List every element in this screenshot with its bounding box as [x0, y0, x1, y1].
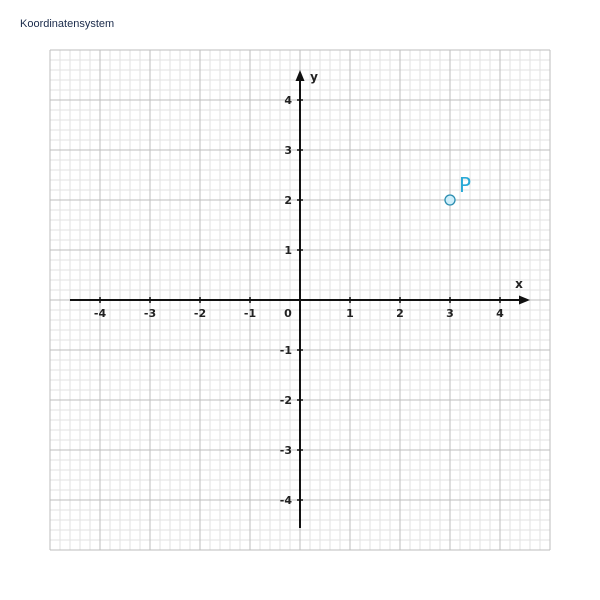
- x-tick-label: -2: [193, 307, 207, 320]
- y-tick-label: 2: [284, 194, 292, 207]
- x-tick-label: 4: [496, 307, 504, 320]
- x-axis-label: x: [515, 277, 523, 291]
- x-tick-label: -1: [243, 307, 257, 320]
- x-tick-label: 0: [284, 307, 292, 320]
- y-axis-label: y: [310, 70, 318, 84]
- y-tick-label: 3: [284, 144, 292, 157]
- x-tick-label: 1: [346, 307, 354, 320]
- x-tick-label: 3: [446, 307, 454, 320]
- y-axis-arrow: [296, 70, 305, 81]
- point-label: P: [459, 173, 472, 197]
- y-tick-label: -3: [279, 444, 292, 457]
- x-tick-label: 2: [396, 307, 404, 320]
- x-tick-label: -4: [93, 307, 107, 320]
- x-axis-arrow: [519, 296, 530, 305]
- y-tick-label: -4: [279, 494, 292, 507]
- x-tick-label: -3: [143, 307, 157, 320]
- page-title: Koordinatensystem: [20, 18, 115, 30]
- y-tick-label: -2: [279, 394, 292, 407]
- y-tick-label: -1: [279, 344, 292, 357]
- y-tick-label: 4: [284, 94, 292, 107]
- y-tick-label: 1: [284, 244, 292, 257]
- axes: [70, 70, 530, 528]
- point-marker: [445, 195, 455, 205]
